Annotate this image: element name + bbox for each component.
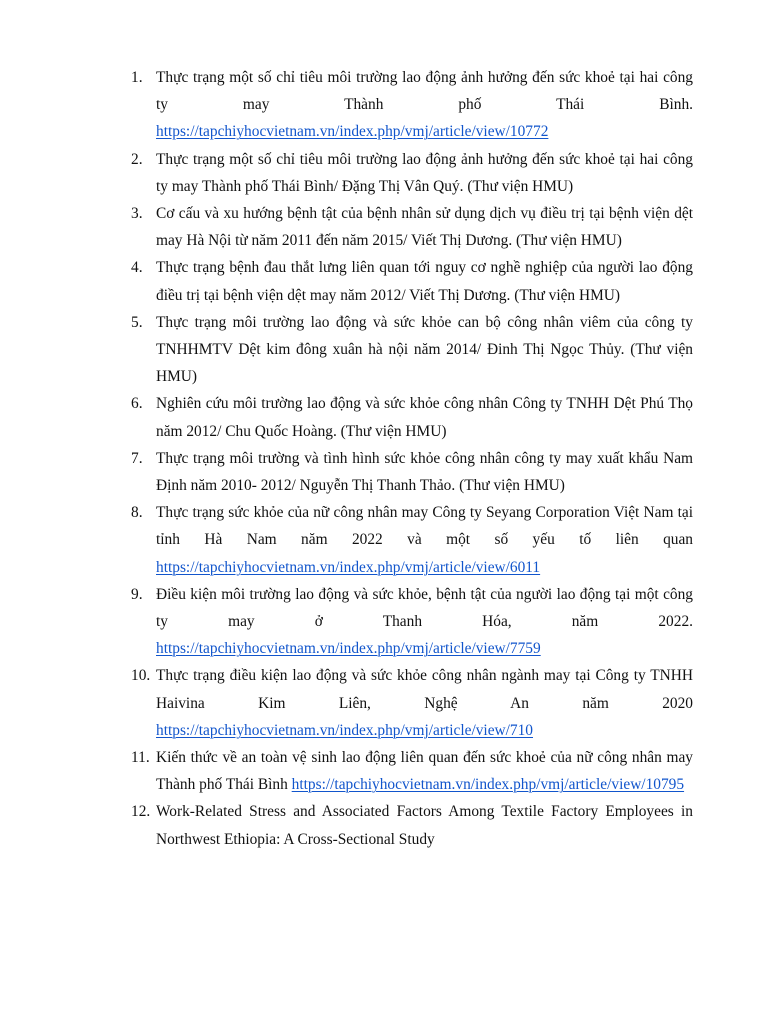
reference-body <box>156 146 693 200</box>
reference-item <box>131 64 693 146</box>
reference-text: Thực trạng bệnh đau thắt lưng liên quan tới nguy cơ nghề nghiệp của người lao động điều trị tại bệnh viện dệt may năm 2012/ Viết Thị Dương. (Thư viện HMU) <box>156 259 693 304</box>
reference-link[interactable]: https://tapchiyhocvietnam.vn/index.php/vmj/article/view/7759 <box>156 640 541 658</box>
reference-number: 8. <box>131 504 143 522</box>
reference-item <box>131 445 693 499</box>
reference-text: Kiến thức về an toàn vệ sinh lao động liên quan đến sức khoẻ của nữ công nhân may Thành phố Thái Bình <box>156 749 693 794</box>
reference-item <box>131 254 693 308</box>
reference-number: 11. <box>131 749 150 767</box>
reference-text: Work-Related Stress and Associated Factors Among Textile Factory Employees in Northwest Ethiopia: A Cross-Sectional Study <box>156 803 693 848</box>
reference-number: 2. <box>131 150 143 168</box>
reference-text: Nghiên cứu môi trường lao động và sức khỏe công nhân Công ty TNHH Dệt Phú Thọ năm 2012/ Chu Quốc Hoàng. (Thư viện HMU) <box>156 395 693 440</box>
reference-text: Thực trạng môi trường và tình hình sức khỏe công nhân công ty may xuất khẩu Nam Định năm 2010- 2012/ Nguyễn Thị Thanh Thảo. (Thư viện HMU) <box>156 449 693 495</box>
reference-number: 6. <box>131 395 143 413</box>
reference-body <box>156 254 693 308</box>
reference-item <box>131 798 693 852</box>
reference-body <box>156 581 693 663</box>
reference-item <box>131 390 693 444</box>
reference-item <box>131 499 693 581</box>
reference-text: Cơ cấu và xu hướng bệnh tật của bệnh nhân sử dụng dịch vụ điều trị tại bệnh viện dệt may Hà Nội từ năm 2011 đến năm 2015/ Viết Thị Dương. (Thư viện HMU) <box>156 205 693 250</box>
reference-text: Thực trạng điều kiện lao động và sức khỏe công nhân ngành may tại Công ty TNHH Haivina Kim Liên, Nghệ An năm 2020 <box>156 667 693 712</box>
reference-body <box>156 445 693 499</box>
reference-number: 1. <box>131 69 143 86</box>
reference-number: 3. <box>131 205 143 223</box>
reference-body <box>156 744 693 798</box>
reference-number: 4. <box>131 259 143 277</box>
reference-number: 5. <box>131 313 143 331</box>
reference-text: Thực trạng sức khỏe của nữ công nhân may Công ty Seyang Corporation Việt Nam tại tỉnh Hà Nam năm 2022 và một số yếu tố liên quan <box>156 504 693 549</box>
reference-number: 9. <box>131 585 143 603</box>
reference-item <box>131 200 693 254</box>
reference-item <box>131 581 693 663</box>
reference-link[interactable]: https://tapchiyhocvietnam.vn/index.php/vmj/article/view/10772 <box>156 123 549 141</box>
reference-body <box>156 662 693 744</box>
reference-link[interactable]: https://tapchiyhocvietnam.vn/index.php/vmj/article/view/10795 <box>291 776 685 794</box>
reference-item <box>131 662 693 744</box>
reference-number: 12. <box>131 803 151 821</box>
reference-item <box>131 146 693 200</box>
reference-link[interactable]: https://tapchiyhocvietnam.vn/index.php/vmj/article/view/6011 <box>156 558 541 576</box>
reference-body <box>156 309 693 391</box>
reference-body <box>156 390 693 444</box>
reference-body <box>156 798 693 852</box>
reference-body <box>156 200 693 254</box>
reference-number: 10. <box>131 667 151 685</box>
reference-text: Điều kiện môi trường lao động và sức khỏe, bệnh tật của người lao động tại một công ty may ở Thanh Hóa, năm 2022. <box>156 585 693 631</box>
reference-item <box>131 744 693 798</box>
reference-list <box>131 64 693 853</box>
reference-number: 7. <box>131 449 143 467</box>
reference-text: Thực trạng một số chỉ tiêu môi trường lao động ảnh hưởng đến sức khoẻ tại hai công ty may Thành phố Thái Bình/ Đặng Thị Vân Quý. (Thư viện HMU) <box>156 150 693 195</box>
reference-text: Thực trạng môi trường lao động và sức khỏe can bộ công nhân viêm của công ty TNHHMTV Dệt kim đông xuân hà nội năm 2014/ Đinh Thị Ngọc Thủy. (Thư viện HMU) <box>156 313 693 386</box>
reference-link[interactable]: https://tapchiyhocvietnam.vn/index.php/vmj/article/view/710 <box>156 721 533 739</box>
reference-text: Thực trạng một số chỉ tiêu môi trường lao động ảnh hưởng đến sức khoẻ tại hai công ty may Thành phố Thái Bình. <box>156 69 693 114</box>
reference-body <box>156 64 693 146</box>
reference-item <box>131 309 693 391</box>
reference-body <box>156 499 693 581</box>
